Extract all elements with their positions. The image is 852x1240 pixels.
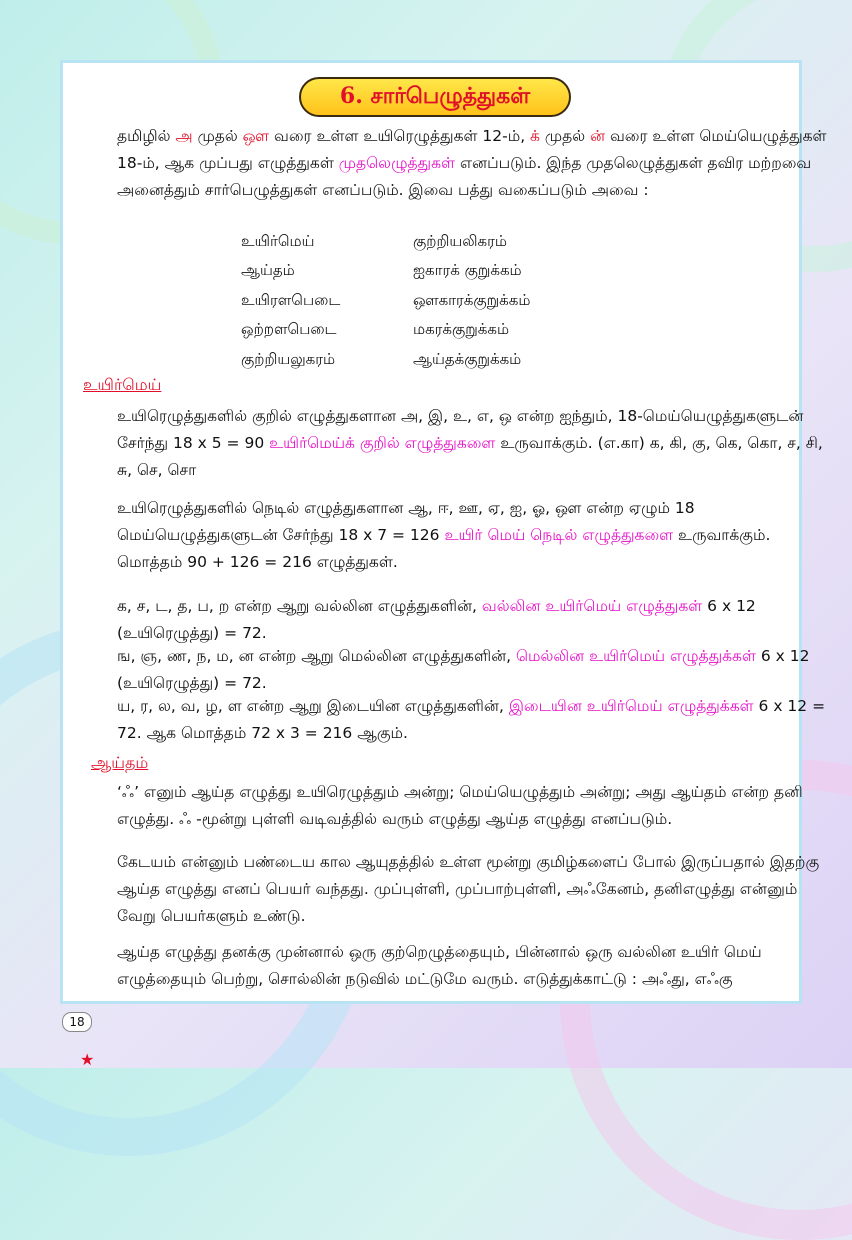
page-number: 18 <box>62 1012 92 1032</box>
types-list <box>241 227 641 375</box>
intro-paragraph: தமிழில் அ முதல் ஔ வரை உள்ள உயிரெழுத்துகள் 12-ம், க் முதல் ன் வரை உள்ள மெய்யெழுத்துகள் 18-ம், ஆக முப்பது எழுத்துகள் முதலெழுத்துகள் எனப்படும். இந்த முதலெழுத்துகள் தவிர மற்றவை அனைத்தும் சார்பெழுத்துகள் எனப்படும். இவை பத்து வகைப்படும் அவை : <box>117 127 827 199</box>
page-title: 6. சார்பெழுத்துகள் <box>339 82 531 109</box>
list-item: உயிரளபெடை ஔகாரக்குறுக்கம் <box>241 290 531 309</box>
page-panel <box>60 60 827 1004</box>
star-icon: ★ <box>80 1050 95 1069</box>
list-item: உயிர்மெய் குற்றியலிகரம் <box>241 231 507 250</box>
uyirmei-paragraph-1: உயிரெழுத்துகளில் குறில் எழுத்துகளான அ, இ, உ, எ, ஒ என்ற ஐந்தும், 18-மெய்யெழுத்துகளுடன் சேர்ந்து 18 x 5 = 90 உயிர்மெய்க் குறில் எழுத்துகளை உருவாக்கும். (எ.கா) க, கி, கு, கெ, கொ, ச, சி, சு, செ, சொ <box>117 407 823 479</box>
uyirmei-paragraph-3: க, ச, ட, த, ப, ற என்ற ஆறு வல்லின எழுத்துகளின், வல்லின உயிர்மெய் எழுத்துகள் 6 x 12 (உயிரெழுத்து) = 72. <box>117 597 756 642</box>
section-heading-uyirmei: உயிர்மெய் <box>83 375 162 394</box>
aaytham-paragraph-3: ஆய்த எழுத்து தனக்கு முன்னால் ஒரு குற்றெழுத்தையும், பின்னால் ஒரு வல்லின உயிர் மெய் எழுத்தையும் பெற்று, சொல்லின் நடுவில் மட்டுமே வரும். எடுத்துக்காட்டு : அஃது, எஃகு <box>117 943 762 988</box>
list-item: குற்றியலுகரம் ஆய்தக்குறுக்கம் <box>241 349 522 368</box>
section-heading-aaytham: ஆய்தம் <box>91 753 149 772</box>
title-banner <box>299 77 571 117</box>
aaytham-paragraph-2: கேடயம் என்னும் பண்டைய கால ஆயுதத்தில் உள்ள மூன்று குமிழ்களைப் போல் இருப்பதால் இதற்கு ஆய்த எழுத்து எனப் பெயர் வந்தது. முப்புள்ளி, முப்பாற்புள்ளி, அஃகேனம், தனிஎழுத்து என்னும் வேறு பெயர்களும் உண்டு. <box>117 853 820 925</box>
aaytham-paragraph-1: ‘ஃ’ எனும் ஆய்த எழுத்து உயிரெழுத்தும் அன்று; மெய்யெழுத்தும் அன்று; அது ஆய்தம் என்ற தனி எழுத்து. ஃ -மூன்று புள்ளி வடிவத்தில் வரும் எழுத்து ஆய்த எழுத்து எனப்படும். <box>117 783 803 828</box>
uyirmei-paragraph-5: ய, ர, ல, வ, ழ, ள என்ற ஆறு இடையின எழுத்துகளின், இடையின உயிர்மெய் எழுத்துக்கள் 6 x 12 = 72. ஆக மொத்தம் 72 x 3 = 216 ஆகும். <box>117 697 826 742</box>
list-item: ஒற்றளபெடை மகரக்குறுக்கம் <box>241 320 510 339</box>
uyirmei-paragraph-4: ங, ஞ, ண, ந, ம, ன என்ற ஆறு மெல்லின எழுத்துகளின், மெல்லின உயிர்மெய் எழுத்துக்கள் 6 x 12 (உயிரெழுத்து) = 72. <box>117 647 810 692</box>
list-item: ஆய்தம் ஐகாரக் குறுக்கம் <box>241 261 522 280</box>
uyirmei-paragraph-2: உயிரெழுத்துகளில் நெடில் எழுத்துகளான ஆ, ஈ, ஊ, ஏ, ஐ, ஓ, ஔ என்ற ஏழும் 18 மெய்யெழுத்துகளுடன் சேர்ந்து 18 x 7 = 126 உயிர் மெய் நெடில் எழுத்துகளை உருவாக்கும். மொத்தம் 90 + 126 = 216 எழுத்துகள். <box>117 499 771 571</box>
